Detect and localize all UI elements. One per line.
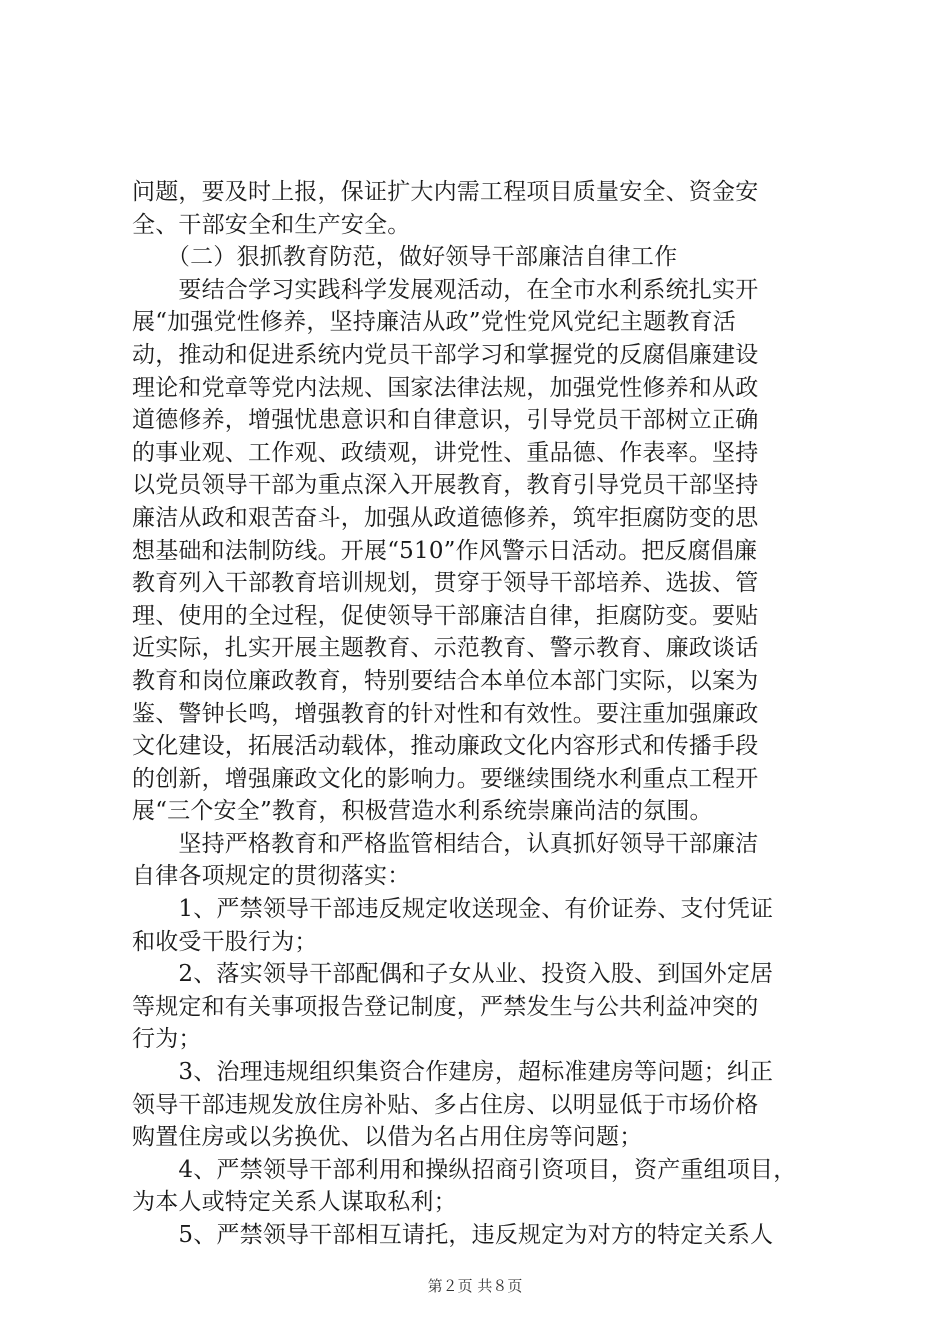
text-line: 2、落实领导干部配偶和子女从业、投资入股、到国外定居: [132, 961, 774, 988]
text-line: 展“加强党性修养，坚持廉洁从政”党性党风党纪主题教育活: [132, 309, 736, 336]
text-line: 全、干部安全和生产安全。: [132, 211, 411, 238]
text-line: 动，推动和促进系统内党员干部学习和掌握党的反腐倡廉建设: [132, 341, 759, 368]
text-line: 道德修养，增强忧患意识和自律意识，引导党员干部树立正确: [132, 407, 759, 434]
text-line: 理、使用的全过程，促使领导干部廉洁自律，拒腐防变。要贴: [132, 602, 759, 629]
text-line: 3、治理违规组织集资合作建房，超标准建房等问题；纠正: [132, 1059, 774, 1086]
text-line: 廉洁从政和艰苦奋斗，加强从政道德修养，筑牢拒腐防变的思: [132, 504, 759, 531]
text-line: 1、严禁领导干部违反规定收送现金、有价证券、支付凭证: [132, 896, 774, 923]
text-line: 的事业观、工作观、政绩观，讲党性、重品德、作表率。坚持: [132, 439, 759, 466]
text-line: （二）狠抓教育防范，做好领导干部廉洁自律工作: [132, 244, 678, 271]
text-line: 理论和党章等党内法规、国家法律法规，加强党性修养和从政: [132, 374, 759, 401]
text-line: 展“三个安全”教育，积极营造水利系统崇廉尚洁的氛围。: [132, 798, 713, 825]
text-line: 购置住房或以劣换优、以借为名占用住房等问题；: [132, 1124, 643, 1151]
text-line: 5、严禁领导干部相互请托，违反规定为对方的特定关系人: [132, 1222, 774, 1248]
text-line: 4、严禁领导干部利用和操纵招商引资项目，资产重组项目，: [132, 1156, 797, 1183]
text-line: 教育和岗位廉政教育，特别要结合本单位本部门实际，以案为: [132, 667, 759, 694]
text-line: 文化建设，拓展活动载体，推动廉政文化内容形式和传播手段: [132, 733, 759, 760]
text-line: 坚持严格教育和严格监管相结合，认真抓好领导干部廉洁: [132, 830, 759, 857]
text-line: 教育列入干部教育培训规划，贯穿于领导干部培养、选拔、管: [132, 570, 759, 597]
text-line: 以党员领导干部为重点深入开展教育，教育引导党员干部坚持: [132, 472, 759, 499]
text-line: 近实际，扎实开展主题教育、示范教育、警示教育、廉政谈话: [132, 635, 759, 662]
text-line: 鉴、警钟长鸣，增强教育的针对性和有效性。要注重加强廉政: [132, 700, 759, 727]
text-line: 自律各项规定的贯彻落实：: [132, 863, 411, 890]
text-line: 想基础和法制防线。开展“510”作风警示日活动。把反腐倡廉: [132, 537, 758, 564]
text-line: 要结合学习实践科学发展观活动，在全市水利系统扎实开: [132, 276, 759, 303]
text-line: 为本人或特定关系人谋取私利；: [132, 1189, 457, 1216]
text-line: 和收受干股行为；: [132, 928, 318, 955]
text-line: 领导干部违规发放住房补贴、多占住房、以明显低于市场价格: [132, 1091, 759, 1118]
text-line: 等规定和有关事项报告登记制度，严禁发生与公共利益冲突的: [132, 993, 759, 1020]
text-line: 行为；: [132, 1026, 202, 1053]
text-line: 问题，要及时上报，保证扩大内需工程项目质量安全、资金安: [132, 179, 759, 205]
page-footer: 第２页 共８页: [427, 1277, 523, 1295]
text-line: 的创新，增强廉政文化的影响力。要继续围绕水利重点工程开: [132, 765, 759, 792]
document-body: [132, 176, 828, 1252]
